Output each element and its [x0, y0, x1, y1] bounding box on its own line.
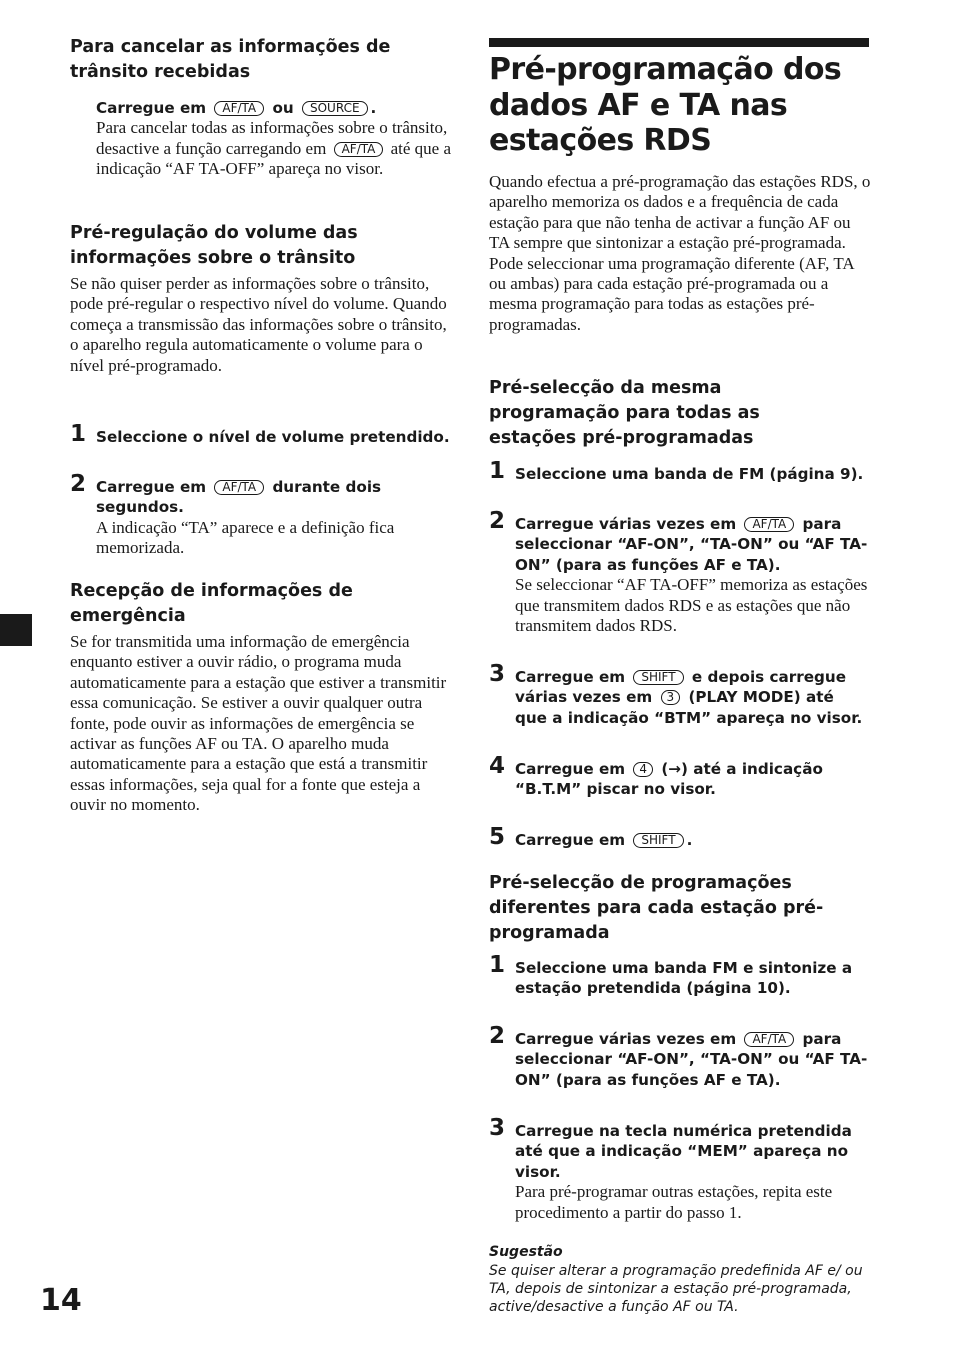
- same-programming-heading: Pré-selecção da mesma programação para todas as estações pré-programadas: [489, 378, 760, 448]
- preset-volume-body: Se não quiser perder as informações sobre o trânsito, pode pré-regular o respectivo nível do volume. Quando começa a transmissão das informações sobre o trânsito, o aparelho regula automaticamente o volume para o nível pré-programado.: [70, 274, 447, 375]
- different-programming-heading: Pré-selecção de programações diferentes para cada estação pré-programada: [489, 873, 824, 943]
- cancel-note: [96, 118, 455, 179]
- step-note: Para pré-programar outras estações, repita este procedimento a partir do passo 1.: [515, 1182, 833, 1222]
- step-text-pre: Carregue várias vezes em: [515, 1030, 737, 1048]
- step-text-post: para seleccionar “AF-ON”, “TA-ON” ou “AF TA-ON” (para as funções AF e TA).: [515, 1030, 868, 1089]
- volume-step-1: [70, 421, 455, 447]
- cancel-instr-mid: ou: [272, 99, 294, 117]
- af-ta-key: AF/TA: [214, 480, 264, 495]
- number-3-key: 3: [661, 690, 681, 705]
- cancel-instruction: [70, 98, 455, 180]
- page-number: 14: [40, 1283, 82, 1318]
- af-ta-key: AF/TA: [744, 1032, 794, 1047]
- step-number: 3: [489, 661, 506, 687]
- step-number: 4: [489, 753, 506, 779]
- step-text-post: (PLAY MODE) até que a indicação “BTM” apareça no visor.: [515, 688, 863, 727]
- step-text-pre: Carregue em: [515, 831, 626, 849]
- intro-text: Quando efectua a pré-programação das estações RDS, o aparelho memoriza os dados e a frequência de cada estação para que não tenha de activar a função AF ou TA sempre que sintonizar a estação pré-programada. Pode seleccionar uma programação diferente (AF, TA ou ambas) para cada estação pré-programada ou a mesma programação para todas as estações pré-programadas.: [489, 172, 871, 334]
- cancel-instr-post: .: [370, 99, 377, 117]
- same-step-5: [489, 824, 871, 850]
- step-number: 5: [489, 824, 506, 850]
- source-key: SOURCE: [302, 101, 368, 116]
- page-title: Pré-programação dos dados AF e TA nas estações RDS: [489, 52, 842, 158]
- same-step-2: [489, 508, 871, 636]
- step-text-mid: e depois carregue várias vezes em: [515, 668, 846, 707]
- step-text: Carregue na tecla numérica pretendida até que a indicação “MEM” apareça no visor.: [515, 1122, 852, 1181]
- section-tab-marker: [0, 614, 32, 646]
- step-number: 2: [489, 508, 506, 534]
- step-text: Seleccione uma banda de FM (página 9).: [515, 465, 864, 483]
- step-text-pre: Carregue em: [515, 668, 626, 686]
- step-text: Seleccione o nível de volume pretendido.: [96, 428, 450, 446]
- step-text-post: (→) até a indicação “B.T.M” piscar no visor.: [515, 760, 823, 799]
- different-step-3: [489, 1115, 871, 1223]
- af-ta-key: AF/TA: [744, 517, 794, 532]
- same-step-1: [489, 458, 871, 484]
- cancel-note-post: até que a indicação “AF TA-OFF” apareça no visor.: [96, 138, 451, 179]
- tip-heading: Sugestão: [489, 1244, 563, 1260]
- same-step-3: [489, 661, 871, 728]
- volume-step-2: [70, 471, 455, 559]
- step-text: Seleccione uma banda FM e sintonize a estação pretendida (página 10).: [515, 959, 853, 998]
- step-text-post: durante dois segundos.: [96, 478, 382, 517]
- step-number: 1: [489, 952, 506, 978]
- number-4-key: 4: [633, 762, 653, 777]
- step-text-post: .: [686, 831, 693, 849]
- step-note: A indicação “TA” aparece e a definição fica memorizada.: [96, 517, 395, 558]
- step-text-pre: Carregue em: [515, 760, 626, 778]
- shift-key: SHIFT: [633, 670, 683, 685]
- different-step-2: [489, 1023, 871, 1090]
- shift-key: SHIFT: [633, 833, 683, 848]
- step-text-pre: Carregue várias vezes em: [515, 515, 737, 533]
- cancel-note-pre: Para cancelar todas as informações sobre o trânsito, desactive a função carregando em: [96, 118, 448, 158]
- cancel-heading: Para cancelar as informações de trânsito recebidas: [70, 37, 391, 82]
- same-step-4: [489, 753, 871, 800]
- step-number: 3: [489, 1115, 506, 1141]
- emergency-heading: Recepção de informações de emergência: [70, 581, 353, 626]
- step-number: 2: [70, 471, 87, 497]
- different-step-1: [489, 952, 871, 999]
- emergency-body: Se for transmitida uma informação de emergência enquanto estiver a ouvir rádio, o programa muda automaticamente para a estação que estiver a transmitir essa comunicação. Se estiver a ouvir qualquer outra fonte, pode ouvir as informações de emergência se activar as funções AF ou TA. O aparelho muda automaticamente para a estação que está a transmitir essas informações, seja qual for a fonte que esteja a ouvir no momento.: [70, 632, 447, 815]
- step-text-pre: Carregue em: [96, 478, 207, 496]
- step-number: 1: [489, 458, 506, 484]
- title-rule: [489, 38, 869, 47]
- cancel-instr-pre: Carregue em: [96, 99, 207, 117]
- step-number: 1: [70, 421, 87, 447]
- af-ta-key: AF/TA: [334, 142, 384, 157]
- step-note: Se seleccionar “AF TA-OFF” memoriza as estações que transmitem dados RDS e as estações que não transmitem dados RDS.: [515, 575, 868, 636]
- tip-text: Se quiser alterar a programação predefinida AF e/ ou TA, depois de sintonizar a estação pré-programada, active/desactive a função AF ou TA.: [489, 1263, 863, 1315]
- preset-volume-heading: Pré-regulação do volume das informações sobre o trânsito: [70, 223, 358, 268]
- af-ta-key: AF/TA: [214, 101, 264, 116]
- step-text-post: para seleccionar “AF-ON”, “TA-ON” ou “AF TA-ON” (para as funções AF e TA).: [515, 515, 868, 574]
- step-number: 2: [489, 1023, 506, 1049]
